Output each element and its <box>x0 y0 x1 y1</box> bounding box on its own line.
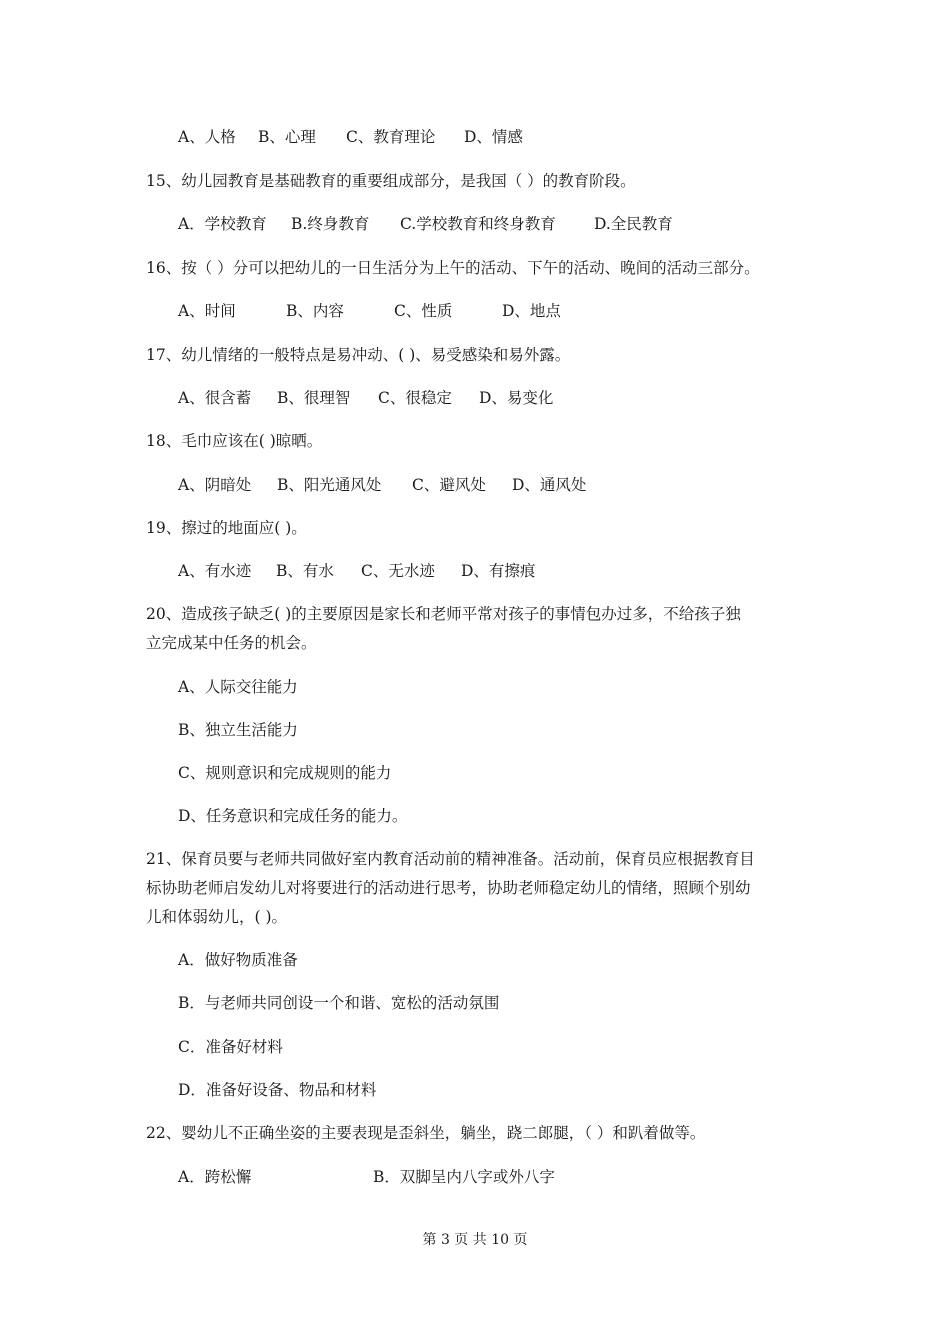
question-16: 16、按（ ）分可以把幼儿的一日生活分为上午的活动、下午的活动、晚间的活动三部分。 <box>146 259 760 277</box>
option-c: C、教育理论 <box>346 128 436 146</box>
option-a: A、有水迹 <box>178 562 252 580</box>
option-c: C、性质 <box>394 302 453 320</box>
option-d: D、情感 <box>464 128 523 146</box>
option-b: B.终身教育 <box>291 215 370 233</box>
option-b: B、阳光通风处 <box>277 476 382 494</box>
question-15-options <box>178 214 673 234</box>
question-21-line-2: 标协助老师启发幼儿对将要进行的活动进行思考，协助老师稳定幼儿的情绪，照顾个别幼 <box>146 879 751 897</box>
option-d: D.全民教育 <box>594 215 673 233</box>
option-a: A．跨松懈 <box>178 1168 252 1186</box>
question-21-option-b: B．与老师共同创设一个和谐、宽松的活动氛围 <box>178 994 500 1012</box>
option-a: A、很含蓄 <box>178 389 252 407</box>
option-a: A、阴暗处 <box>178 476 252 494</box>
option-d: D、地点 <box>502 302 561 320</box>
question-20-option-a: A、人际交往能力 <box>178 678 298 696</box>
question-21-line-3: 儿和体弱幼儿，( )。 <box>146 908 288 926</box>
question-20-line-1: 20、造成孩子缺乏( )的主要原因是家长和老师平常对孩子的事情包办过多，不给孩子独 <box>146 605 741 623</box>
question-17-options <box>178 388 553 408</box>
prev-question-options <box>178 127 523 147</box>
question-20-line-2: 立完成某中任务的机会。 <box>146 634 317 652</box>
question-20-option-b: B、独立生活能力 <box>178 721 298 739</box>
question-21-option-a: A．做好物质准备 <box>178 951 298 969</box>
question-21-option-c: C．准备好材料 <box>178 1038 283 1056</box>
option-a: A、人格 <box>178 128 236 146</box>
question-18: 18、毛巾应该在( )晾晒。 <box>146 432 323 450</box>
question-15: 15、幼儿园教育是基础教育的重要组成部分，是我国（ ）的教育阶段。 <box>146 172 636 190</box>
option-d: D、有擦痕 <box>461 562 536 580</box>
question-21-line-1: 21、保育员要与老师共同做好室内教育活动前的精神准备。活动前，保育员应根据教育目 <box>146 850 755 868</box>
option-c: C、无水迹 <box>361 562 435 580</box>
option-c: C、很稳定 <box>378 389 452 407</box>
option-b: B、很理智 <box>277 389 351 407</box>
option-b: B、有水 <box>276 562 334 580</box>
question-20-option-c: C、规则意识和完成规则的能力 <box>178 764 392 782</box>
question-22-options <box>178 1167 555 1187</box>
option-b: B、内容 <box>286 302 344 320</box>
option-a: A．学校教育 <box>178 215 267 233</box>
question-19-options <box>178 561 535 581</box>
question-19: 19、擦过的地面应( )。 <box>146 519 307 537</box>
option-a: A、时间 <box>178 302 236 320</box>
question-18-options <box>178 475 586 495</box>
option-d: D、通风处 <box>512 476 587 494</box>
question-20-option-d: D、任务意识和完成任务的能力。 <box>178 807 408 825</box>
option-c: C、避风处 <box>412 476 486 494</box>
option-d: D、易变化 <box>479 389 554 407</box>
question-17: 17、幼儿情绪的一般特点是易冲动、( )、易受感染和易外露。 <box>146 346 571 364</box>
option-c: C.学校教育和终身教育 <box>400 215 556 233</box>
question-21-option-d: D．准备好设备、物品和材料 <box>178 1081 377 1099</box>
page-number-footer: 第 3 页 共 10 页 <box>422 1232 528 1248</box>
option-b: B．双脚呈内八字或外八字 <box>373 1168 555 1186</box>
question-16-options <box>178 301 561 321</box>
option-b: B、心理 <box>258 128 316 146</box>
question-22: 22、婴幼儿不正确坐姿的主要表现是歪斜坐，躺坐，跷二郎腿，（ ）和趴着做等。 <box>146 1124 706 1142</box>
